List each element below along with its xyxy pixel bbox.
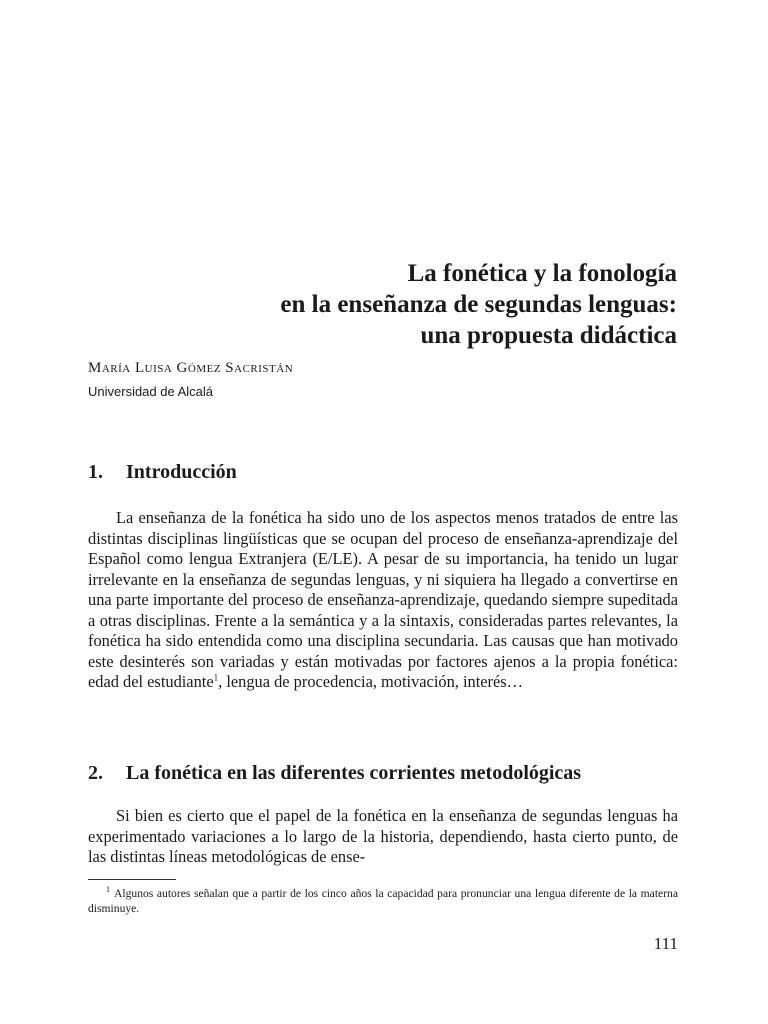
section-title: La fonética en las diferentes corrientes metodológicas: [126, 762, 582, 784]
title-line-2: en la enseñanza de segundas lenguas:: [280, 291, 677, 318]
footnote-text: Algunos autores señalan que a partir de los cinco años la capacidad para pronunciar una lengua diferente de la materna disminuye.: [88, 887, 678, 915]
footnote-separator: [88, 879, 176, 880]
section-heading-corrientes: [88, 762, 581, 785]
body-paragraph: [88, 508, 678, 693]
section-title: Introducción: [126, 461, 237, 483]
title-line-1: La fonética y la fonología: [407, 260, 677, 287]
author-name: María Luisa Gómez Sacristán: [88, 360, 294, 376]
paragraph-text-continued: , lengua de procedencia, motivación, interés…: [218, 672, 524, 691]
author-affiliation: Universidad de Alcalá: [88, 384, 214, 399]
footnote: [88, 886, 678, 916]
section-heading-introduccion: [88, 461, 237, 484]
footnote-reference: 1: [213, 672, 219, 683]
section-number: 1.: [88, 461, 103, 483]
body-paragraph: Si bien es cierto que el papel de la fonética en la enseñanza de segundas lenguas ha experimentado variaciones a lo largo de la historia, dependiendo, hasta cierto punto, de las distintas líneas metodológicas de ense-: [88, 806, 678, 866]
title-line-3: una propuesta didáctica: [420, 322, 677, 349]
section-number: 2.: [88, 762, 103, 784]
article-title: [200, 258, 677, 351]
page-number: 111: [653, 934, 678, 953]
footnote-number: 1: [106, 885, 110, 895]
paragraph-text: La enseñanza de la fonética ha sido uno de los aspectos menos tratados de entre las distintas disciplinas lingüísticas que se ocupan del proceso de enseñanza-aprendizaje del Español como lengua Extranjera (E/LE). A pesar de su importancia, ha tenido un lugar irrelevante en la enseñanza de segundas lenguas, y ni siquiera ha llegado a convertirse en una parte importante del proceso de enseñanza-aprendizaje, quedando siempre supeditada a otras disciplinas. Frente a la semántica y a la sintaxis, consideradas partes relevantes, la fonética ha sido entendida como una disciplina secundaria. Las causas que han motivado este desinterés son variadas y están motivadas por factores ajenos a la propia fonética: edad del estudiante: [88, 508, 678, 691]
